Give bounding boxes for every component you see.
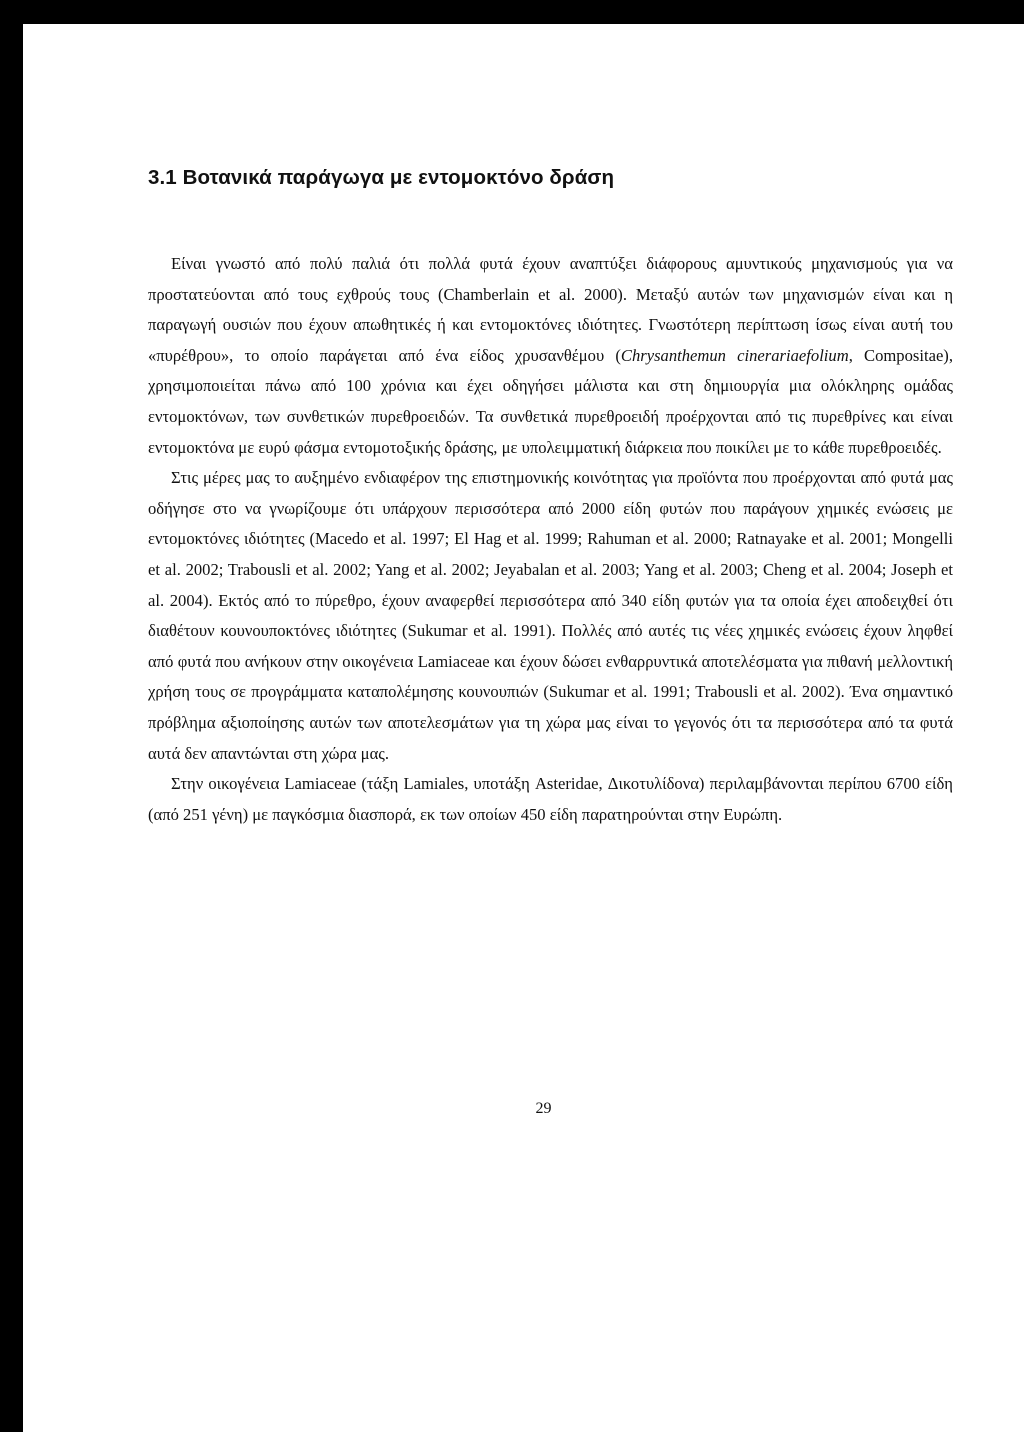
section-heading: 3.1 Βοτανικά παράγωγα με εντομοκτόνο δράση (148, 166, 615, 189)
page-number: 29 (535, 1100, 552, 1117)
body-text (148, 249, 953, 830)
paragraph-3: Στην οικογένεια Lamiaceae (τάξη Lamiales, υποτάξη Asteridae, Δικοτυλίδονα) περιλαμβάνονται περίπου 6700 είδη (από 251 γένη) με παγκόσμια διασπορά, εκ των οποίων 450 είδη παρατηρούνται στην Ευρώπη. (148, 774, 953, 824)
paragraph-1-text-a: Είναι γνωστό από πολύ παλιά ότι πολλά φυτά έχουν αναπτύξει διάφορους αμυντικούς μηχανισμούς για να προστατεύονται από τους εχθρούς τους (Chamberlain et al. 2000). Μεταξύ αυτών των μηχανισμών είναι και η παραγωγή ουσιών που έχουν απωθητικές ή και εντομοκτόνες ιδιότητες. Γνωστότερη περίπτωση ίσως είναι αυτή του «πυρέθρου», το οποίο παράγεται από ένα είδος χρυσανθέμου ( (148, 254, 953, 365)
paragraph-2: Στις μέρες μας το αυξημένο ενδιαφέρον της επιστημονικής κοινότητας για προϊόντα που προέρχονται από φυτά μας οδήγησε στο να γνωρίζουμε ότι υπάρχουν περισσότερα από 2000 είδη φυτών που παράγουν χημικές ενώσεις με εντομοκτόνες ιδιότητες (Macedo et al. 1997; El Hag et al. 1999; Rahuman et al. 2000; Ratnayake et al. 2001; Mongelli et al. 2002; Trabousli et al. 2002; Yang et al. 2002; Jeyabalan et al. 2003; Yang et al. 2003; Cheng et al. 2004; Joseph et al. 2004). Εκτός από το πύρεθρο, έχουν αναφερθεί περισσότερα από 340 είδη φυτών για τα οποία έχει αποδειχθεί ότι διαθέτουν κουνουποκτόνες ιδιότητες (Sukumar et al. 1991). Πολλές από αυτές τις νέες χημικές ενώσεις έχουν ληφθεί από φυτά που ανήκουν στην οικογένεια Lamiaceae και έχουν δώσει ενθαρρυντικά αποτελέσματα για πιθανή μελλοντική χρήση τους σε προγράμματα καταπολέμησης κουνουπιών (Sukumar et al. 1991; Trabousli et al. 2002). Ένα σημαντικό πρόβλημα αξιοποίησης αυτών των αποτελεσμάτων για τη χώρα μας είναι το γεγονός ότι τα περισσότερα από τα φυτά αυτά δεν απαντώνται στη χώρα μας. (148, 468, 953, 763)
paragraph-1 (148, 249, 953, 463)
species-name: Chrysanthemun cinerariaefolium (620, 345, 849, 365)
paragraph-1-text-b: , Compositae), χρησιμοποιείται πάνω από 100 χρόνια και έχει οδηγήσει μάλιστα και στη δημιουργία μια ολόκληρης ομάδας εντομοκτόνων, των συνθετικών πυρεθροειδών. Τα συνθετικά πυρεθροειδή προέρχονται από τις πυρεθρίνες και είναι εντομοκτόνα με ευρύ φάσμα εντομοτοξικής δράσης, με υπολειμματική διάρκεια που ποικίλει με το κάθε πυρεθροειδές. (148, 345, 953, 457)
page-content (148, 166, 953, 830)
document-page (23, 24, 1024, 1432)
